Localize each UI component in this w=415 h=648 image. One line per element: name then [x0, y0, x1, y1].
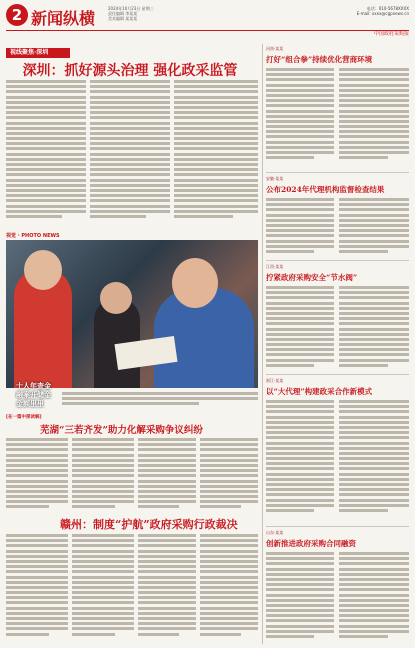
story-title-ganzhou: 赣州：制度“护航”政府采购行政裁决 — [60, 518, 238, 531]
column-divider — [262, 44, 263, 644]
right-story-5-col-2 — [339, 552, 409, 644]
right-story-tag: 山东·某某 — [266, 530, 284, 535]
news-photo — [6, 240, 258, 388]
meta-line: 美术编辑 某某某 — [108, 16, 138, 21]
right-story-tag: 浙江·某某 — [266, 378, 284, 383]
story-1-col-2 — [72, 438, 134, 514]
column-banner: 视线聚焦·深圳 — [6, 48, 70, 58]
section-title: 新闻纵横 — [31, 9, 96, 28]
story-2-col-2 — [72, 534, 134, 644]
masthead — [6, 4, 409, 44]
page-number: 2 — [6, 4, 28, 26]
contact-line: 电话：010-5678XXXX — [366, 6, 409, 11]
right-story-5-col-1 — [266, 552, 334, 644]
masthead-contact — [289, 6, 409, 16]
right-divider — [266, 526, 409, 527]
person-right-head — [172, 258, 218, 308]
story-2-col-3 — [138, 534, 196, 644]
right-story-4-col-1 — [266, 400, 334, 522]
photo-caption-text — [62, 392, 258, 410]
meta-line: 责任编辑 李某某 — [108, 11, 138, 16]
masthead-meta — [108, 6, 188, 21]
article-body-col-3 — [174, 80, 258, 228]
right-story-3-col-1 — [266, 286, 334, 370]
masthead-rule — [6, 30, 409, 31]
meta-line: 2024年10月23日 星期三 — [108, 6, 154, 11]
right-story-title: 公布2024年代理机构监督检查结果 — [266, 185, 385, 194]
right-story-title: 拧紧政府采购安全“节水阀” — [266, 273, 358, 282]
right-story-1-col-1 — [266, 68, 334, 168]
right-story-title: 创新推进政府采购合同融资 — [266, 539, 356, 548]
photo-caption-title: 十人年查金融案开储金金额里里 — [16, 382, 51, 408]
right-divider — [266, 172, 409, 173]
story-2-col-1 — [6, 534, 68, 644]
story-1-col-3 — [138, 438, 196, 514]
story-tag: [在一篇中探读解] — [6, 415, 42, 420]
right-story-tag: 江西·某某 — [266, 264, 284, 269]
right-story-4-col-2 — [339, 400, 409, 522]
story-1-col-4 — [200, 438, 258, 514]
person-left-head — [24, 250, 62, 290]
right-story-title: 以“大代理”构建政采合作新模式 — [266, 387, 373, 396]
right-story-2-col-2 — [339, 198, 409, 256]
article-body-col-1 — [6, 80, 86, 228]
right-story-title: 打好“组合拳”持续优化营商环境 — [266, 55, 373, 64]
right-story-1-col-2 — [339, 68, 409, 168]
person-middle-head — [100, 282, 132, 314]
story-1-col-1 — [6, 438, 68, 514]
right-story-tag: 安徽·某某 — [266, 176, 284, 181]
contact-line: E-mail: xxxx@cgpnews.cn — [356, 11, 409, 16]
right-divider — [266, 260, 409, 261]
paper-name: 中国政府采购报 — [373, 31, 409, 37]
right-divider — [266, 374, 409, 375]
main-headline: 深圳：抓好源头治理 强化政采监管 — [22, 63, 238, 79]
right-story-2-col-1 — [266, 198, 334, 256]
story-2-col-4 — [200, 534, 258, 644]
article-body-col-2 — [90, 80, 170, 228]
story-title-wuhu: 芜湖“三若齐发”助力化解采购争议纠纷 — [40, 425, 203, 436]
right-story-3-col-2 — [339, 286, 409, 370]
right-story-tag: 河南·某某 — [266, 46, 284, 51]
photo-section-label: 视觉 · PHOTO NEWS — [6, 233, 60, 239]
